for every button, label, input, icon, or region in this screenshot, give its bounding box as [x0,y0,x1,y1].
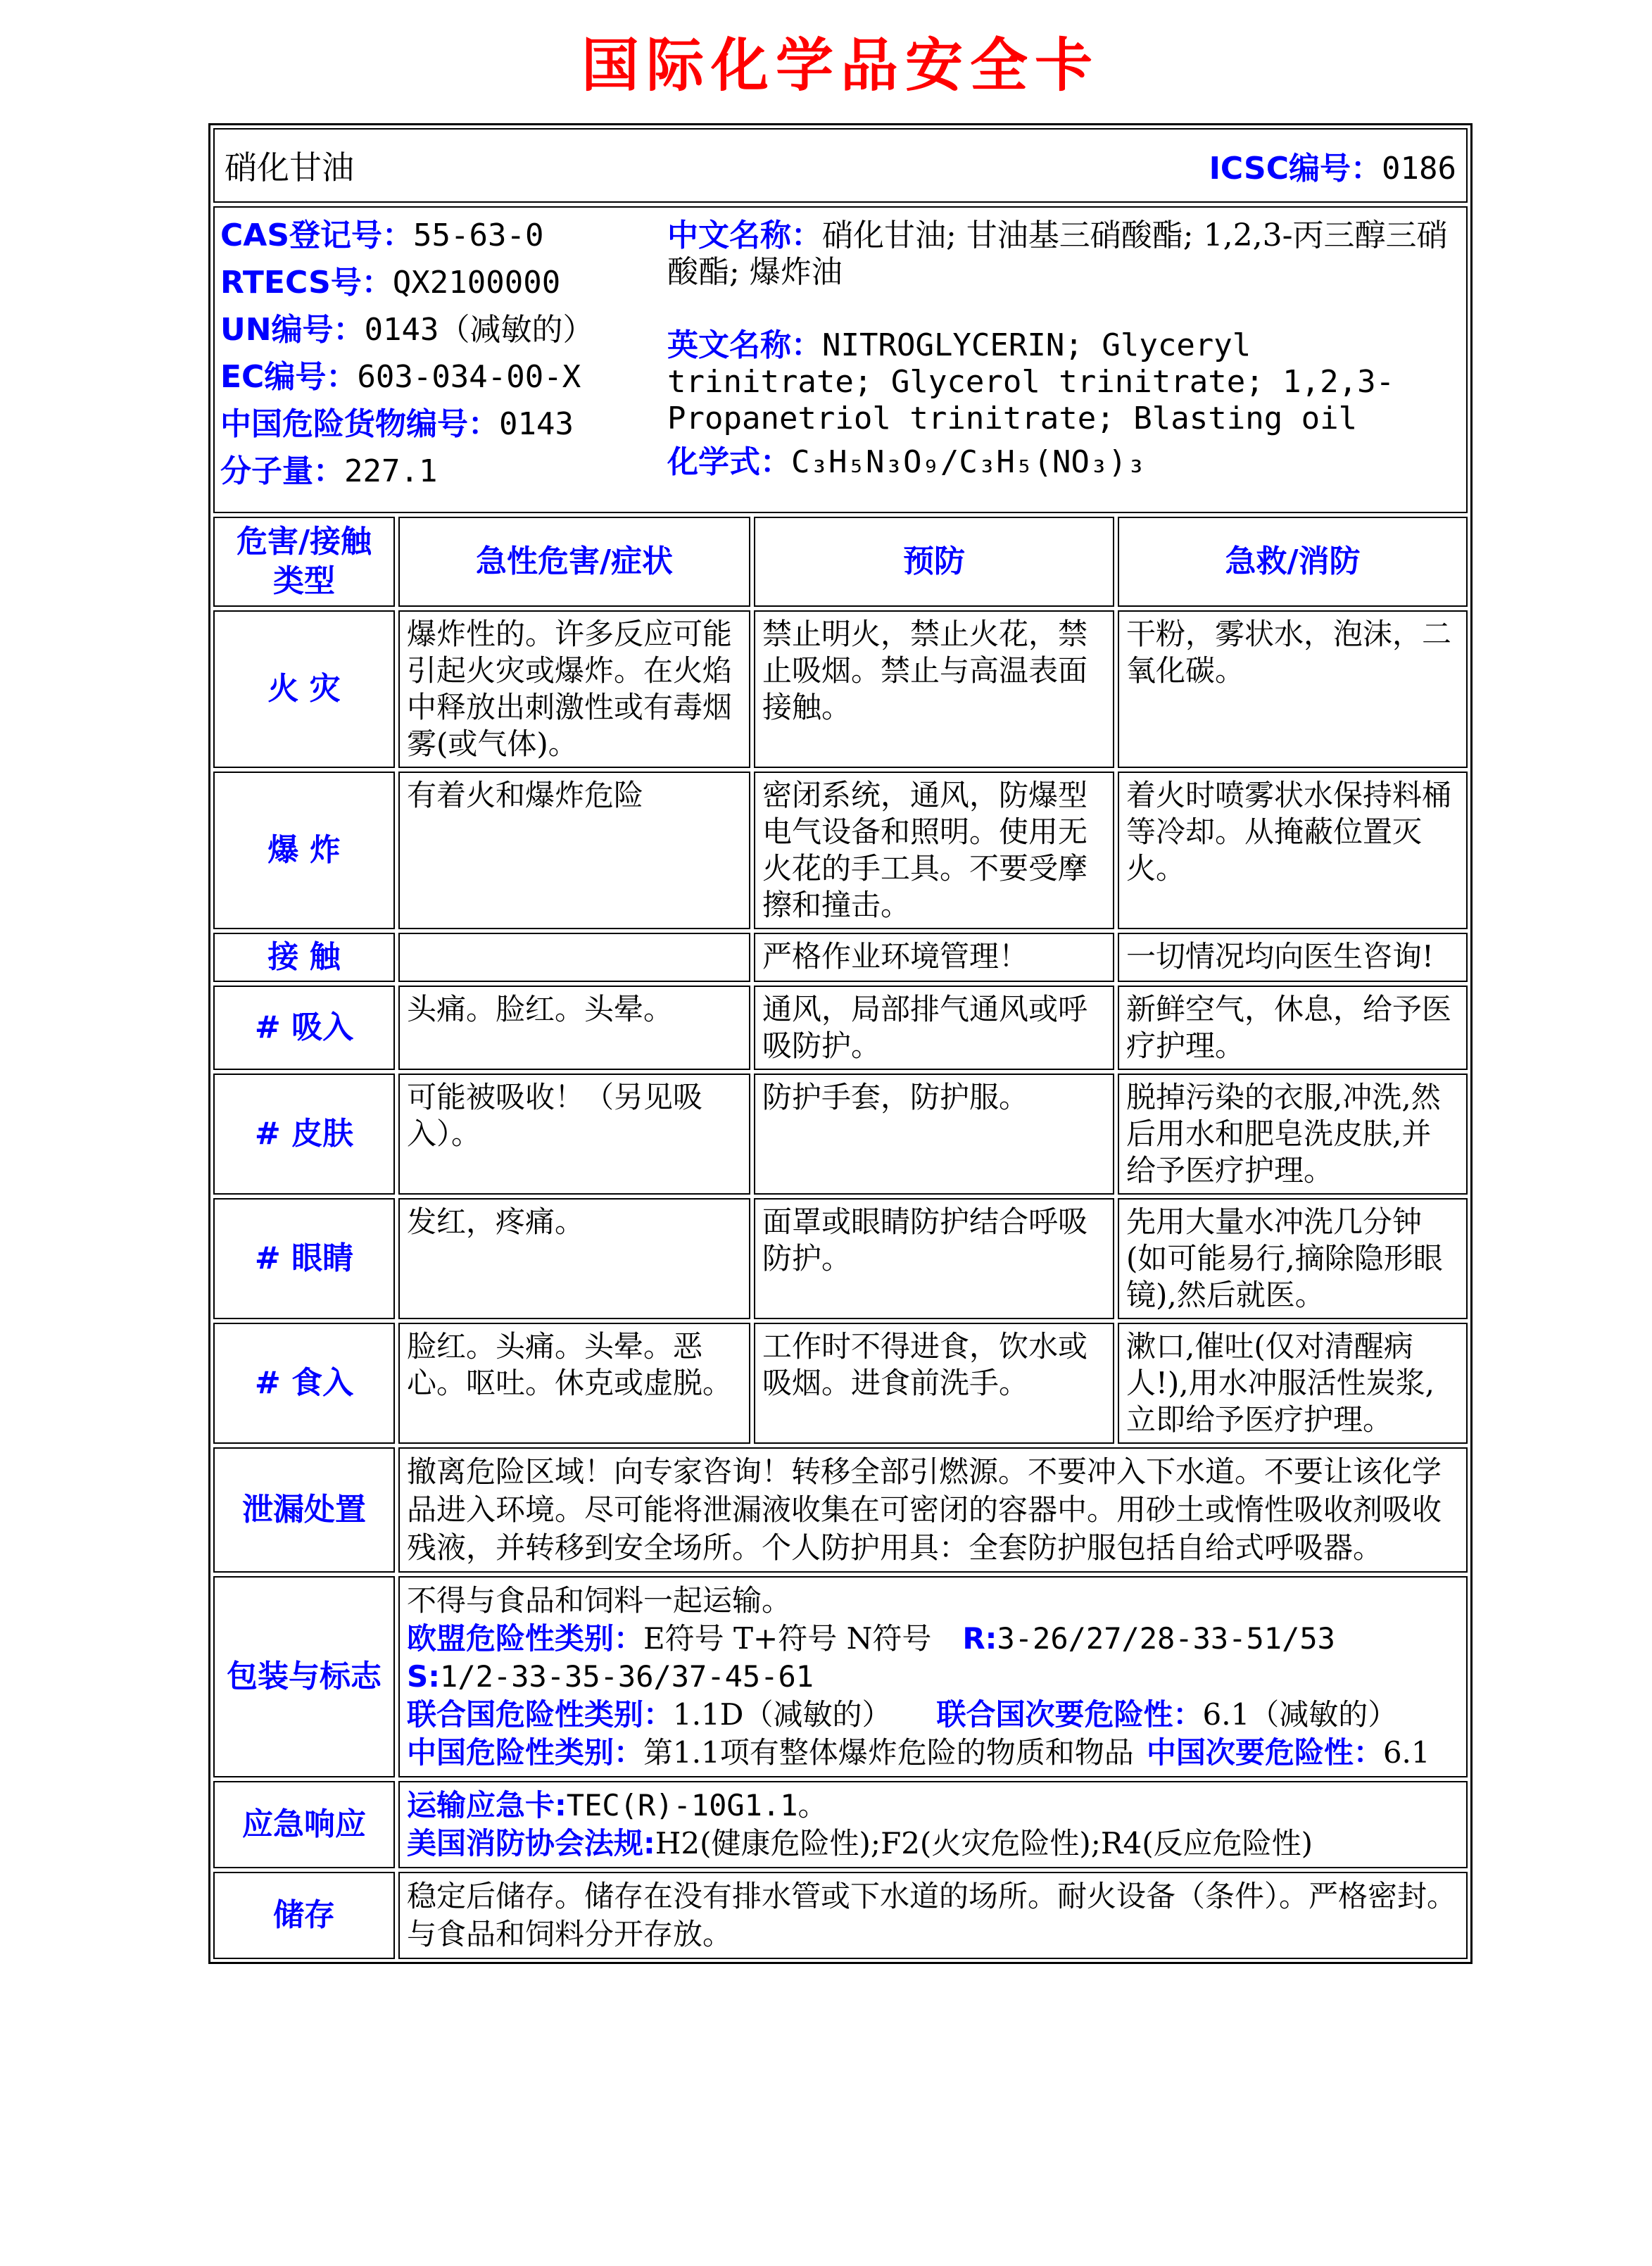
r-phrases-label: R: [962,1621,997,1656]
emergency-section-label: 应急响应 [213,1781,395,1868]
cn-class-value: 第1.1项有整体爆炸危险的物质和物品 [643,1735,1134,1770]
eu-class-value: E符号 T+符号 N符号 [643,1621,932,1656]
eu-class-label: 欧盟危险性类别： [407,1621,644,1656]
spill-section-label: 泄漏处置 [213,1447,395,1573]
formula-value: C₃H₅N₃O₉/C₃H₅(NO₃)₃ [791,444,1146,480]
packaging-section-label: 包装与标志 [213,1576,395,1777]
s-phrases-value: 1/2-33-35-36/37-45-61 [440,1659,814,1694]
bottom-sections [213,1447,1468,1959]
identification-names [660,218,1461,501]
cas-value: 55-63-0 [413,218,544,253]
emergency-nfpa-line [407,1825,1459,1863]
cas-number-line [220,218,660,254]
chinese-name-paragraph [667,218,1461,291]
un-value: 0143（减敏的） [364,312,594,348]
s-phrases-label: S: [407,1659,441,1694]
cn-subsidiary-label: 中国次要危险性： [1146,1735,1383,1770]
row-contact-type: 接 触 [213,933,395,982]
formula-line [667,444,1461,481]
row-skin-type: # 皮肤 [213,1074,395,1195]
tec-card-value: TEC(R)-10G1.1。 [566,1788,828,1823]
row-inhalation-type: # 吸入 [213,986,395,1070]
nfpa-code-value: H2(健康危险性);F2(火灾危险性);R4(反应危险性) [655,1826,1313,1861]
row-skin-prevention: 防护手套，防护服。 [754,1074,1114,1195]
cas-label: CAS登记号： [220,218,414,253]
substance-name: 硝化甘油 [225,149,354,187]
row-contact-prevention: 严格作业环境管理！ [754,933,1114,982]
molecular-weight-value: 227.1 [344,453,438,489]
identification-section [213,206,1468,513]
row-skin-symptoms: 可能被吸收！（另见吸入）。 [398,1074,750,1195]
packaging-transport-line: 不得与食品和饲料一起运输。 [407,1583,792,1618]
english-name-paragraph [667,327,1461,437]
column-header-hazard-type: 危害/接触类型 [213,517,395,607]
r-phrases-value: 3-26/27/28-33-51/53 [997,1621,1335,1656]
rtecs-number-line [220,265,660,301]
china-dg-value: 0143 [499,406,574,442]
row-fire-response: 干粉，雾状水，泡沫，二氧化碳。 [1118,610,1468,768]
row-contact-symptoms [398,933,750,982]
row-eyes-response: 先用大量水冲洗几分钟(如可能易行,摘除隐形眼镜),然后就医。 [1118,1198,1468,1319]
spill-section-text: 撤离危险区域！向专家咨询！转移全部引燃源。不要冲入下水道。不要让该化学品进入环境。尽可能将泄漏液收集在可密闭的容器中。用砂土或惰性吸收剂吸收残液，并转移到安全场所。个人防护用具：全套防护服包括自给式呼吸器。 [398,1447,1468,1573]
cn-class-label: 中国危险性类别： [407,1735,644,1770]
hazard-table [213,517,1468,1444]
packaging-cn-line [407,1734,1459,1772]
row-fire-type: 火 灾 [213,610,395,768]
row-explosion-symptoms: 有着火和爆炸危险 [398,772,750,929]
packaging-s-line [407,1658,1459,1696]
row-inhalation-symptoms: 头痛。脸红。头晕。 [398,986,750,1070]
row-inhalation-prevention: 通风，局部排气通风或呼吸防护。 [754,986,1114,1070]
column-header-prevention: 预防 [754,517,1114,607]
row-skin-response: 脱掉污染的衣服,冲洗,然后用水和肥皂洗皮肤,并给予医疗护理。 [1118,1074,1468,1195]
icsc-number-field [1209,143,1456,188]
ec-label: EC编号： [220,359,358,395]
nfpa-code-label: 美国消防协会法规: [407,1826,655,1861]
row-explosion-prevention: 密闭系统，通风，防爆型电气设备和照明。使用无火花的手工具。不要受摩擦和撞击。 [754,772,1114,929]
china-dg-label: 中国危险货物编号： [220,406,499,442]
page-title: 国际化学品安全卡 [581,32,1099,99]
row-eyes-symptoms: 发红，疼痛。 [398,1198,750,1319]
rtecs-label: RTECS号： [220,265,393,301]
molecular-weight-label: 分子量： [220,453,344,489]
packaging-section-body [398,1576,1468,1777]
row-inhalation-response: 新鲜空气，休息，给予医疗护理。 [1118,986,1468,1070]
row-ingestion-response: 漱口,催吐(仅对清醒病人!),用水冲服活性炭浆,立即给予医疗护理。 [1118,1323,1468,1444]
identification-registry-numbers [220,218,660,501]
un-number-line [220,312,660,348]
icsc-label: ICSC编号： [1209,151,1382,187]
column-header-symptoms: 急性危害/症状 [398,517,750,607]
storage-section-text: 稳定后储存。储存在没有排水管或下水道的场所。耐火设备（条件）。严格密封。与食品和饲料分开存放。 [398,1872,1468,1959]
formula-label: 化学式： [667,444,791,480]
china-dg-number-line [220,406,660,443]
un-label: UN编号： [220,312,365,348]
un-subsidiary-label: 联合国次要危险性： [936,1697,1203,1732]
safety-card [208,123,1473,1964]
column-header-first-aid: 急救/消防 [1118,517,1468,607]
ec-number-line [220,359,660,396]
un-subsidiary-value: 6.1（减敏的） [1202,1697,1398,1732]
row-fire-symptoms: 爆炸性的。许多反应可能引起火灾或爆炸。在火焰中释放出刺激性或有毒烟雾(或气体)。 [398,610,750,768]
row-explosion-response: 着火时喷雾状水保持料桶等冷却。从掩蔽位置灭火。 [1118,772,1468,929]
packaging-un-line [407,1696,1459,1734]
card-header [213,128,1468,203]
rtecs-value: QX2100000 [392,265,561,301]
english-name-label: 英文名称： [667,327,822,363]
row-fire-prevention: 禁止明火，禁止火花，禁止吸烟。禁止与高温表面接触。 [754,610,1114,768]
row-ingestion-type: # 食入 [213,1323,395,1444]
molecular-weight-line [220,453,660,490]
chinese-name-value: 硝化甘油; 甘油基三硝酸酯; 1,2,3-丙三醇三硝酸酯; 爆炸油 [667,218,1448,290]
icsc-number: 0186 [1382,151,1456,187]
tec-card-label: 运输应急卡: [407,1788,567,1823]
row-contact-response: 一切情况均向医生咨询! [1118,933,1468,982]
un-class-value: 1.1D（减敏的） [673,1697,892,1732]
ec-value: 603-034-00-X [357,359,581,395]
un-class-label: 联合国危险性类别： [407,1697,674,1732]
emergency-section-body [398,1781,1468,1868]
emergency-tec-line [407,1787,1459,1825]
row-ingestion-symptoms: 脸红。头痛。头晕。恶心。呕吐。休克或虚脱。 [398,1323,750,1444]
storage-section-label: 储存 [213,1872,395,1959]
english-name-value: NITROGLYCERIN; Glyceryl trinitrate; Glycerol trinitrate; 1,2,3-Propanetriol trinitrate; Blasting oil [667,327,1395,436]
row-eyes-prevention: 面罩或眼睛防护结合呼吸防护。 [754,1198,1114,1319]
row-eyes-type: # 眼睛 [213,1198,395,1319]
row-explosion-type: 爆 炸 [213,772,395,929]
cn-subsidiary-value: 6.1 [1382,1735,1430,1770]
packaging-eu-line [407,1620,1459,1658]
row-ingestion-prevention: 工作时不得进食，饮水或吸烟。进食前洗手。 [754,1323,1114,1444]
chinese-name-label: 中文名称： [667,218,822,253]
